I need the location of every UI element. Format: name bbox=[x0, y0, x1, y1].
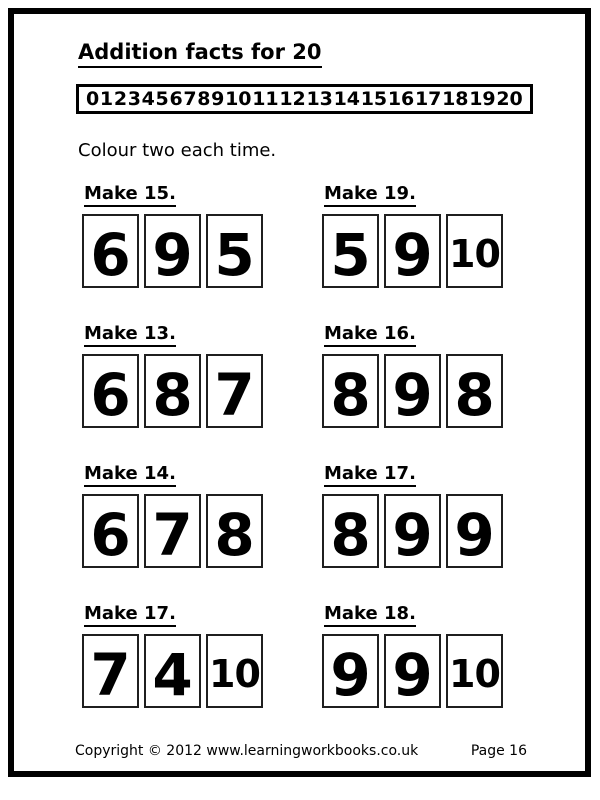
number-card[interactable]: 8 bbox=[322, 354, 379, 428]
number-card[interactable]: 10 bbox=[206, 634, 263, 708]
number-line-value: 0 bbox=[86, 87, 100, 110]
number-line-value: 9 bbox=[211, 87, 225, 110]
problem-block bbox=[322, 183, 562, 323]
number-card[interactable]: 7 bbox=[144, 494, 201, 568]
number-card[interactable]: 4 bbox=[144, 634, 201, 708]
card-row bbox=[82, 214, 322, 288]
problem-block bbox=[322, 323, 562, 463]
number-card[interactable]: 5 bbox=[322, 214, 379, 288]
number-card[interactable]: 7 bbox=[206, 354, 263, 428]
number-card[interactable]: 9 bbox=[322, 634, 379, 708]
number-card[interactable]: 9 bbox=[384, 634, 441, 708]
number-card[interactable]: 8 bbox=[144, 354, 201, 428]
number-line bbox=[76, 84, 533, 114]
number-line-value: 13 bbox=[306, 87, 333, 110]
number-line-value: 2 bbox=[113, 87, 128, 110]
problem-block bbox=[82, 463, 322, 603]
problem-block bbox=[322, 463, 562, 603]
problem-label: Make 15. bbox=[84, 183, 176, 207]
problem-label: Make 18. bbox=[324, 603, 416, 627]
problem-label: Make 16. bbox=[324, 323, 416, 347]
worksheet-page bbox=[8, 8, 591, 777]
number-card[interactable]: 9 bbox=[144, 214, 201, 288]
number-line-value: 5 bbox=[155, 87, 169, 110]
card-row bbox=[322, 634, 562, 708]
number-card[interactable]: 9 bbox=[446, 494, 503, 568]
number-card[interactable]: 9 bbox=[384, 354, 441, 428]
card-row bbox=[322, 494, 562, 568]
number-line-value: 10 bbox=[225, 87, 252, 110]
number-card[interactable]: 6 bbox=[82, 354, 139, 428]
instruction-text: Colour two each time. bbox=[78, 140, 277, 161]
number-card[interactable]: 8 bbox=[322, 494, 379, 568]
page-number: Page 16 bbox=[470, 743, 527, 759]
card-row bbox=[82, 494, 322, 568]
number-line-value: 18 bbox=[442, 87, 469, 110]
problem-block bbox=[82, 183, 322, 323]
number-card[interactable]: 9 bbox=[384, 494, 441, 568]
number-line-value: 6 bbox=[169, 87, 183, 110]
number-card[interactable]: 8 bbox=[446, 354, 503, 428]
number-card[interactable]: 8 bbox=[206, 494, 263, 568]
number-line-value: 19 bbox=[469, 87, 496, 110]
number-line-value: 7 bbox=[183, 87, 197, 110]
problem-label: Make 13. bbox=[84, 323, 176, 347]
problem-label: Make 17. bbox=[324, 463, 416, 487]
number-line-value: 20 bbox=[496, 87, 523, 110]
page-title: Addition facts for 20 bbox=[78, 40, 322, 68]
number-line-value: 11 bbox=[252, 87, 279, 110]
page-footer bbox=[75, 743, 527, 759]
number-line-value: 14 bbox=[333, 87, 361, 110]
number-line-value: 8 bbox=[197, 87, 211, 110]
problem-block bbox=[82, 603, 322, 743]
copyright-text: Copyright © 2012 www.learningworkbooks.co.uk bbox=[75, 743, 419, 759]
problem-block bbox=[322, 603, 562, 743]
number-card[interactable]: 10 bbox=[446, 634, 503, 708]
card-row bbox=[322, 354, 562, 428]
card-row bbox=[82, 634, 322, 708]
problem-block bbox=[82, 323, 322, 463]
number-card[interactable]: 5 bbox=[206, 214, 263, 288]
number-card[interactable]: 6 bbox=[82, 214, 139, 288]
problem-label: Make 17. bbox=[84, 603, 176, 627]
number-line-value: 3 bbox=[127, 87, 141, 110]
card-row bbox=[82, 354, 322, 428]
card-row bbox=[322, 214, 562, 288]
problem-label: Make 14. bbox=[84, 463, 176, 487]
number-line-value: 4 bbox=[141, 87, 155, 110]
number-line-value: 17 bbox=[414, 87, 442, 110]
number-card[interactable]: 6 bbox=[82, 494, 139, 568]
number-card[interactable]: 10 bbox=[446, 214, 503, 288]
number-card[interactable]: 7 bbox=[82, 634, 139, 708]
number-line-value: 12 bbox=[279, 87, 306, 110]
number-card[interactable]: 9 bbox=[384, 214, 441, 288]
problem-label: Make 19. bbox=[324, 183, 416, 207]
number-line-value: 1 bbox=[99, 87, 114, 110]
number-line-value: 16 bbox=[387, 87, 415, 110]
number-line-value: 15 bbox=[360, 87, 388, 110]
problems-grid bbox=[82, 183, 562, 743]
